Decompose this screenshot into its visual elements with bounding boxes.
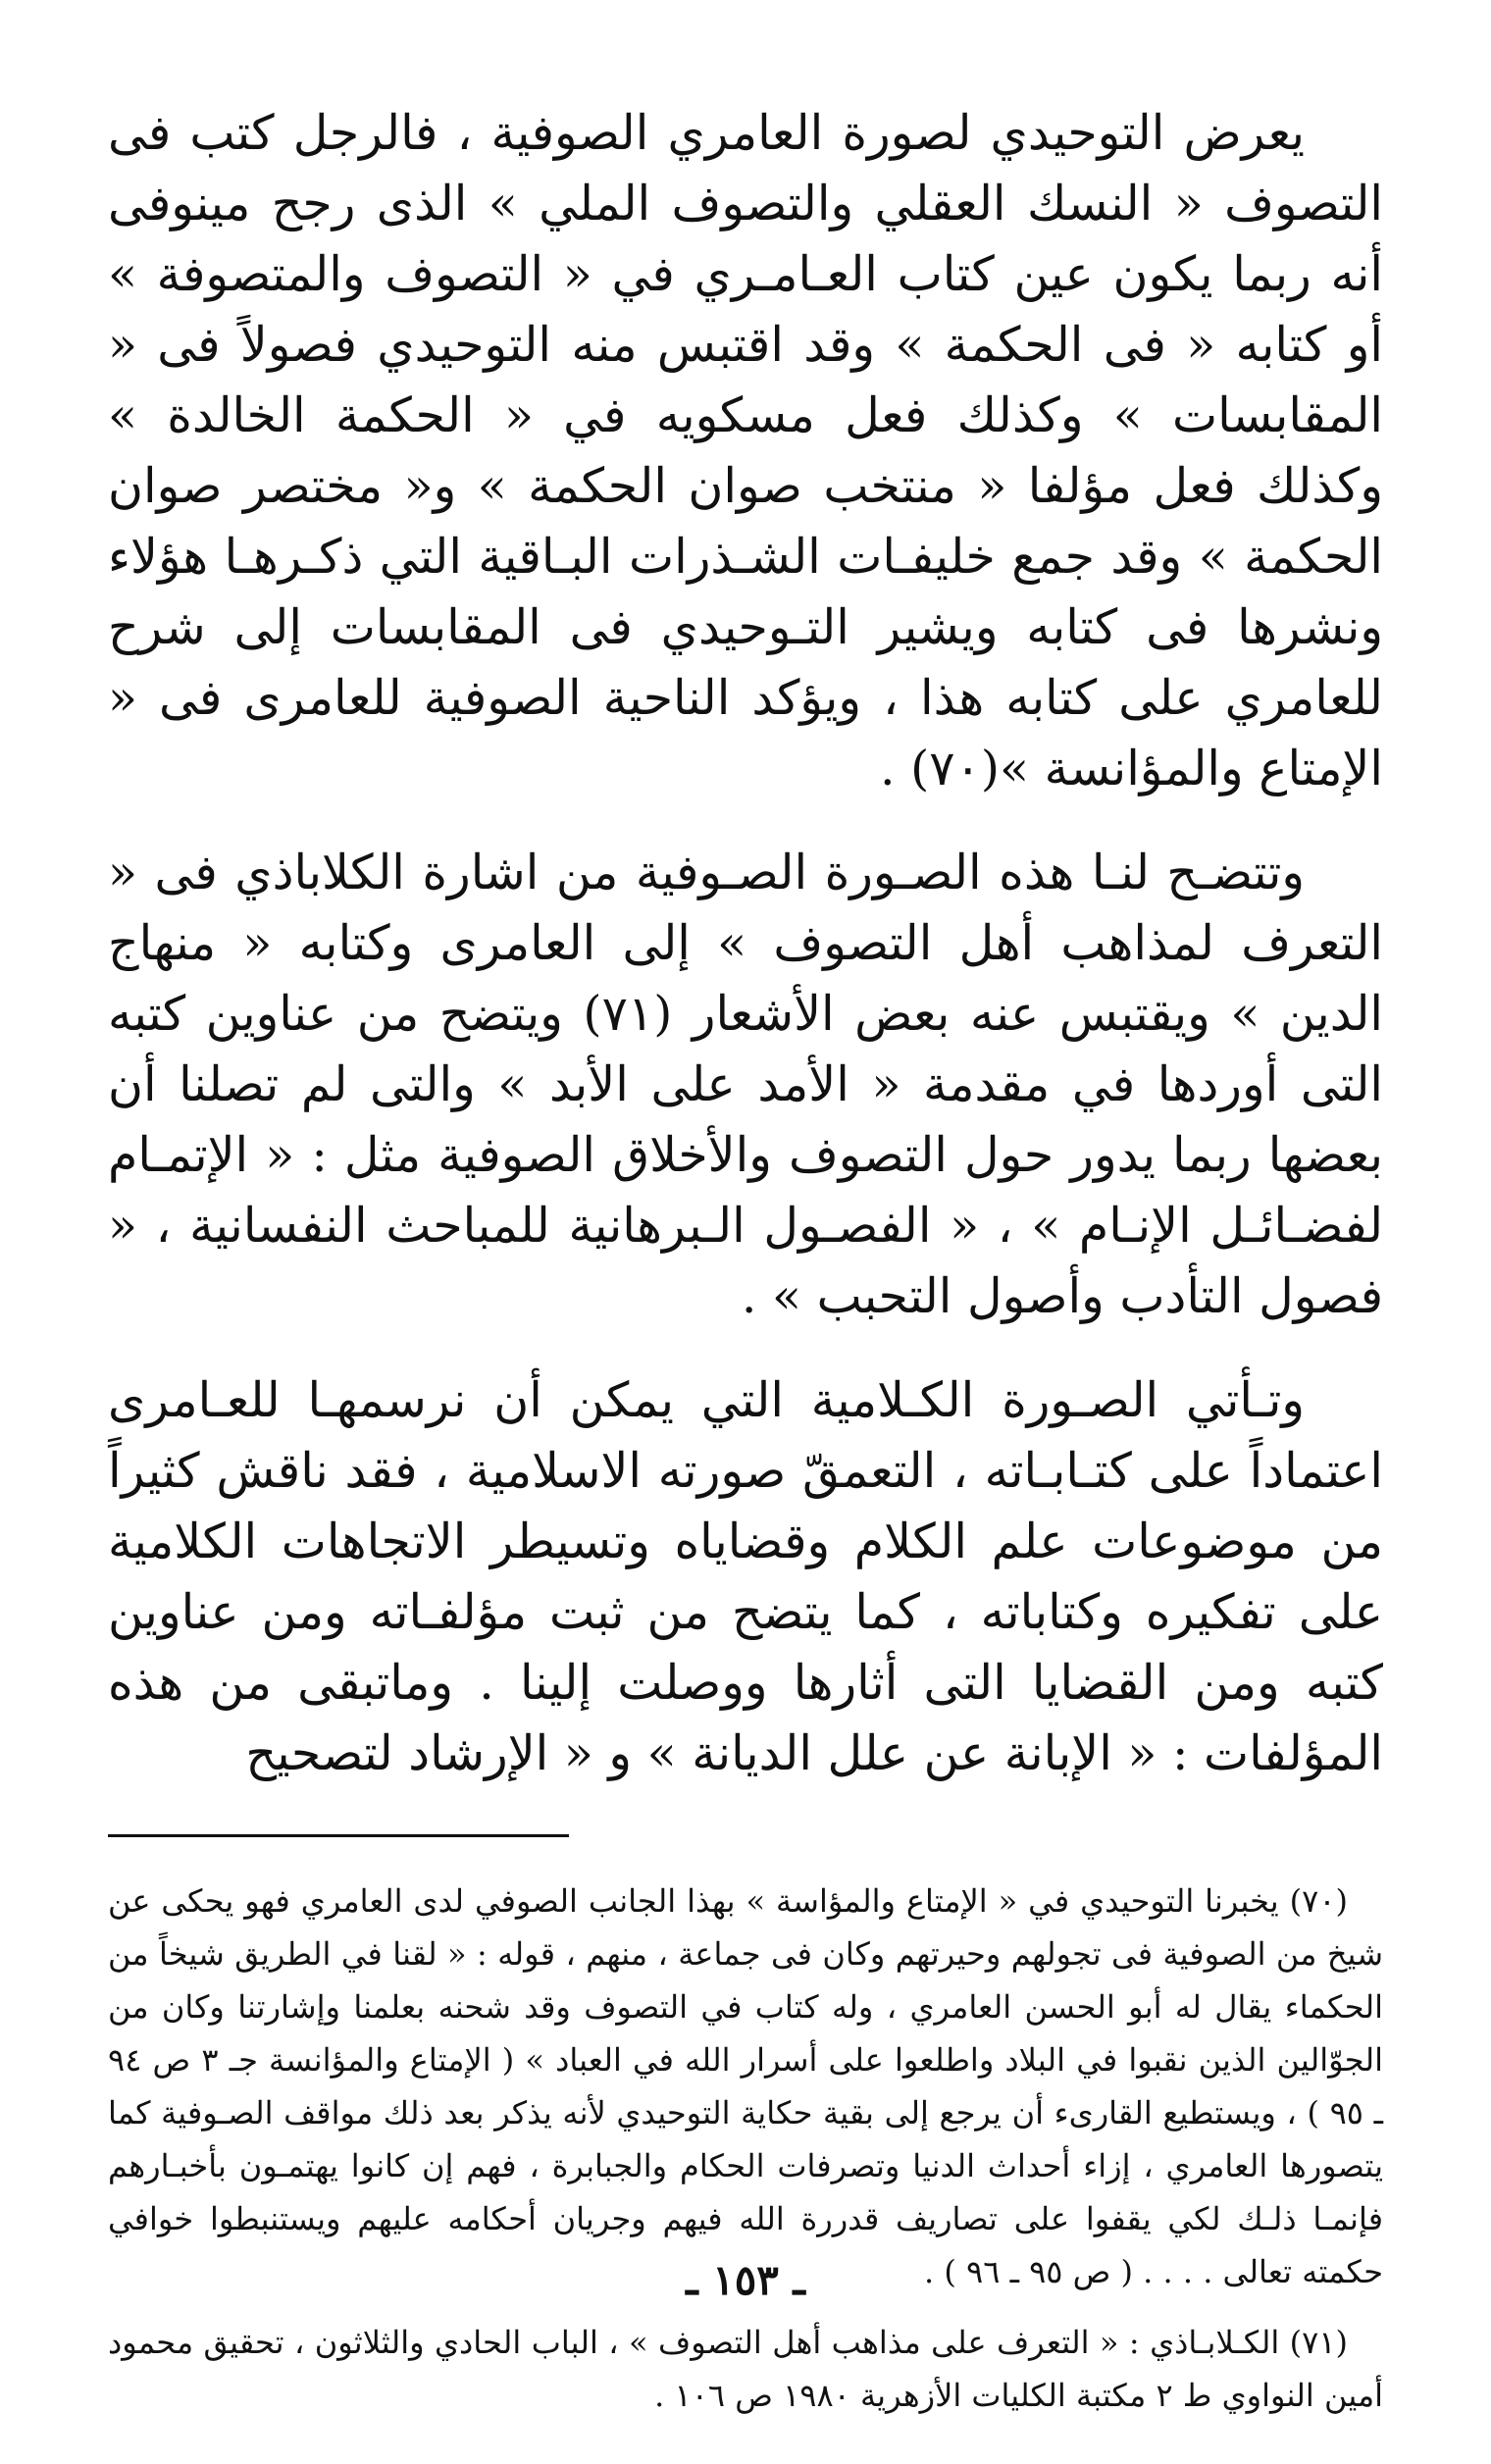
- footnotes: [108, 1874, 1383, 2422]
- footnote-71: (٧١) الكـلابـاذي : « التعرف على مذاهب أهل التصوف » ، الباب الحادي والثلاثون ، تحقيق محمود أمين النواوي ط ٢ مكتبة الكليات الأزهرية ١٩٨٠ ص ١٠٦ .: [108, 2324, 1383, 2414]
- footnote-separator: [108, 1834, 569, 1837]
- page-number: ـ ١٥٣ ـ: [686, 2256, 805, 2304]
- main-text: [108, 98, 1383, 1789]
- footnote-70: (٧٠) يخبرنا التوحيدي في « الإمتاع والمؤاسة » بهذا الجانب الصوفي لدى العامري فهو يحكى عن شيخ من الصوفية فى تجولهم وحيرتهم وكان فى جماعة ، منهم ، قوله : « لقنا في الطريق شيخاً من الحكماء يقال له أبو الحسن العامري ، وله كتاب في التصوف وقد شحنه بعلمنا وإشارتنا وكان من الجوّالين الذين نقبوا في البلاد واطلعوا على أسرار الله في العباد » ( الإمتاع والمؤانسة جـ ٣ ص ٩٤ ـ ٩٥ ) ، ويستطيع القارىء أن يرجع إلى بقية حكاية التوحيدي لأنه يذكر بعد ذلك مواقف الصـوفية كما يتصورها العامري ، إزاء أحداث الدنيا وتصرفات الحكام والجبابرة ، فهم إن كانوا يهتمـون بأخبـارهم فإنمـا ذلـك لكي يقفوا على تصاريف قدررة الله فيهم وجريان أحكامه عليهم ويستنبطوا خوافي حكمته تعالى . . . . ( ص ٩٥ ـ ٩٦ ) .: [108, 1882, 1384, 2290]
- paragraph-2: وتتضـح لنـا هذه الصـورة الصـوفية من اشارة الكلاباذي فى « التعرف لمذاهب أهل التصوف » إلى العامرى وكتابه « منهاج الدين » ويقتبس عنه بعض الأشعار (٧١) ويتضح من عناوين كتبه التى أوردها في مقدمة « الأمد على الأبد » والتى لم تصلنا أن بعضها ربما يدور حول التصوف والأخلاق الصوفية مثل : « الإتمـام لفضـائـل الإنـام » ، « الفصـول الـبرهانية للمباحث النفسانية ، « فصول التأدب وأصول التحبب » .: [108, 845, 1384, 1324]
- footnote-separator-wrap: [108, 1834, 1383, 1837]
- paragraph-3: وتـأتي الصـورة الكـلامية التي يمكن أن نرسمهـا للعـامرى اعتماداً على كتـابـاته ، التعمقّ صورته الاسلامية ، فقد ناقش كثيراً من موضوعات علم الكلام وقضاياه وتسيطر الاتجاهات الكلامية على تفكيره وكتاباته ، كما يتضح من ثبت مؤلفـاته ومن عناوين كتبه ومن القضايا التى أثارها ووصلت إلينا . وماتبقى من هذه المؤلفات : « الإبانة عن علل الديانة » و « الإرشاد لتصحيح: [108, 1372, 1383, 1781]
- paragraph-1: يعرض التوحيدي لصورة العامري الصوفية ، فالرجل كتب فى التصوف « النسك العقلي والتصوف الملي » الذى رجح مينوفى أنه ربما يكون عين كتاب العـامـري في « التصوف والمتصوفة » أو كتابه « فى الحكمة » وقد اقتبس منه التوحيدي فصولاً فى « المقابسات » وكذلك فعل مسكويه في « الحكمة الخالدة » وكذلك فعل مؤلفا « منتخب صوان الحكمة » و« مختصر صوان الحكمة » وقد جمع خليفـات الشـذرات البـاقية التي ذكـرهـا هؤلاء ونشرها فى كتابه ويشير التـوحيدي فى المقابسات إلى شرح للعامري على كتابه هذا ، ويؤكد الناحية الصوفية للعامرى فى « الإمتاع والمؤانسة »(٧٠) .: [108, 105, 1383, 796]
